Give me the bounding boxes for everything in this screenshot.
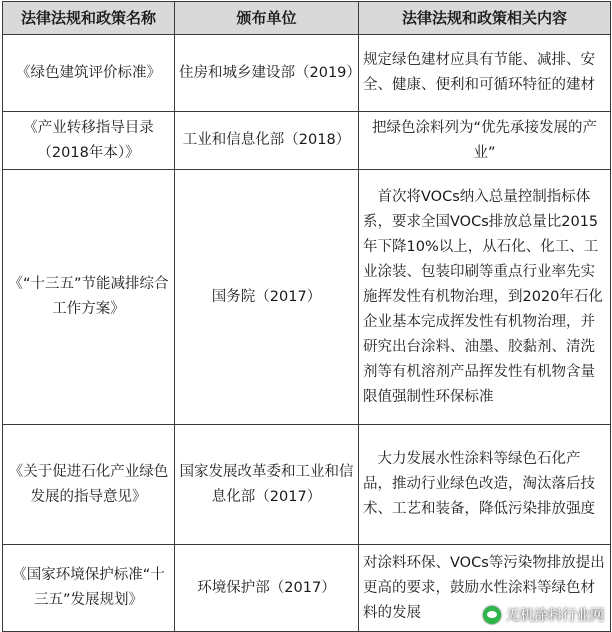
watermark-text: 无机涂料行业网 bbox=[506, 608, 604, 624]
header-policy-name: 法律法规和政策名称 bbox=[3, 2, 175, 35]
watermark bbox=[483, 605, 604, 625]
policy-table bbox=[2, 1, 611, 632]
issuing-unit-cell: 国家发展改革委和工业和信息化部（2017） bbox=[175, 425, 359, 545]
table-row bbox=[3, 425, 611, 545]
issuing-unit-cell: 国务院（2017） bbox=[175, 170, 359, 425]
table-header-row bbox=[3, 2, 611, 35]
policy-content-cell: 规定绿色建材应具有节能、减排、安全、健康、便利和可循环特征的建材 bbox=[359, 35, 611, 112]
issuing-unit-cell: 工业和信息化部（2018） bbox=[175, 112, 359, 170]
policy-name-cell: 《产业转移指导目录（2018年本）》 bbox=[3, 112, 175, 170]
issuing-unit-cell: 住房和城乡建设部（2019） bbox=[175, 35, 359, 112]
policy-content-cell: 首次将VOCs纳入总量控制指标体系，要求全国VOCs排放总量比2015年下降10%以上，从石化、化工、工业涂装、包装印刷等重点行业率先实施挥发性有机物治理，到2020年石化企业基本完成挥发性有机物治理，并研究出台涂料、油墨、胶黏剂、清洗剂等有机溶剂产品挥发性有机物含量限值强制性环保标准 bbox=[359, 170, 611, 425]
policy-name-cell: 《“十三五”节能减排综合工作方案》 bbox=[3, 170, 175, 425]
policy-content-cell: 大力发展水性涂料等绿色石化产品，推动行业绿色改造，淘汰落后技术、工艺和装备，降低污染排放强度 bbox=[359, 425, 611, 545]
wechat-icon bbox=[483, 606, 501, 624]
policy-content-cell: 把绿色涂料列为“优先承接发展的产业” bbox=[359, 112, 611, 170]
policy-name-cell: 《关于促进石化产业绿色发展的指导意见》 bbox=[3, 425, 175, 545]
issuing-unit-cell: 环境保护部（2017） bbox=[175, 545, 359, 632]
header-policy-content: 法律法规和政策相关内容 bbox=[359, 2, 611, 35]
table-row bbox=[3, 112, 611, 170]
table-row bbox=[3, 35, 611, 112]
policy-name-cell: 《绿色建筑评价标准》 bbox=[3, 35, 175, 112]
policy-name-cell: 《国家环境保护标准“十三五”发展规划》 bbox=[3, 545, 175, 632]
header-issuing-unit: 颁布单位 bbox=[175, 2, 359, 35]
policy-content-cell: 对涂料环保、VOCs等污染物排放提出更高的要求，鼓励水性涂料等绿色材料的发展 bbox=[359, 545, 611, 632]
table-row bbox=[3, 170, 611, 425]
